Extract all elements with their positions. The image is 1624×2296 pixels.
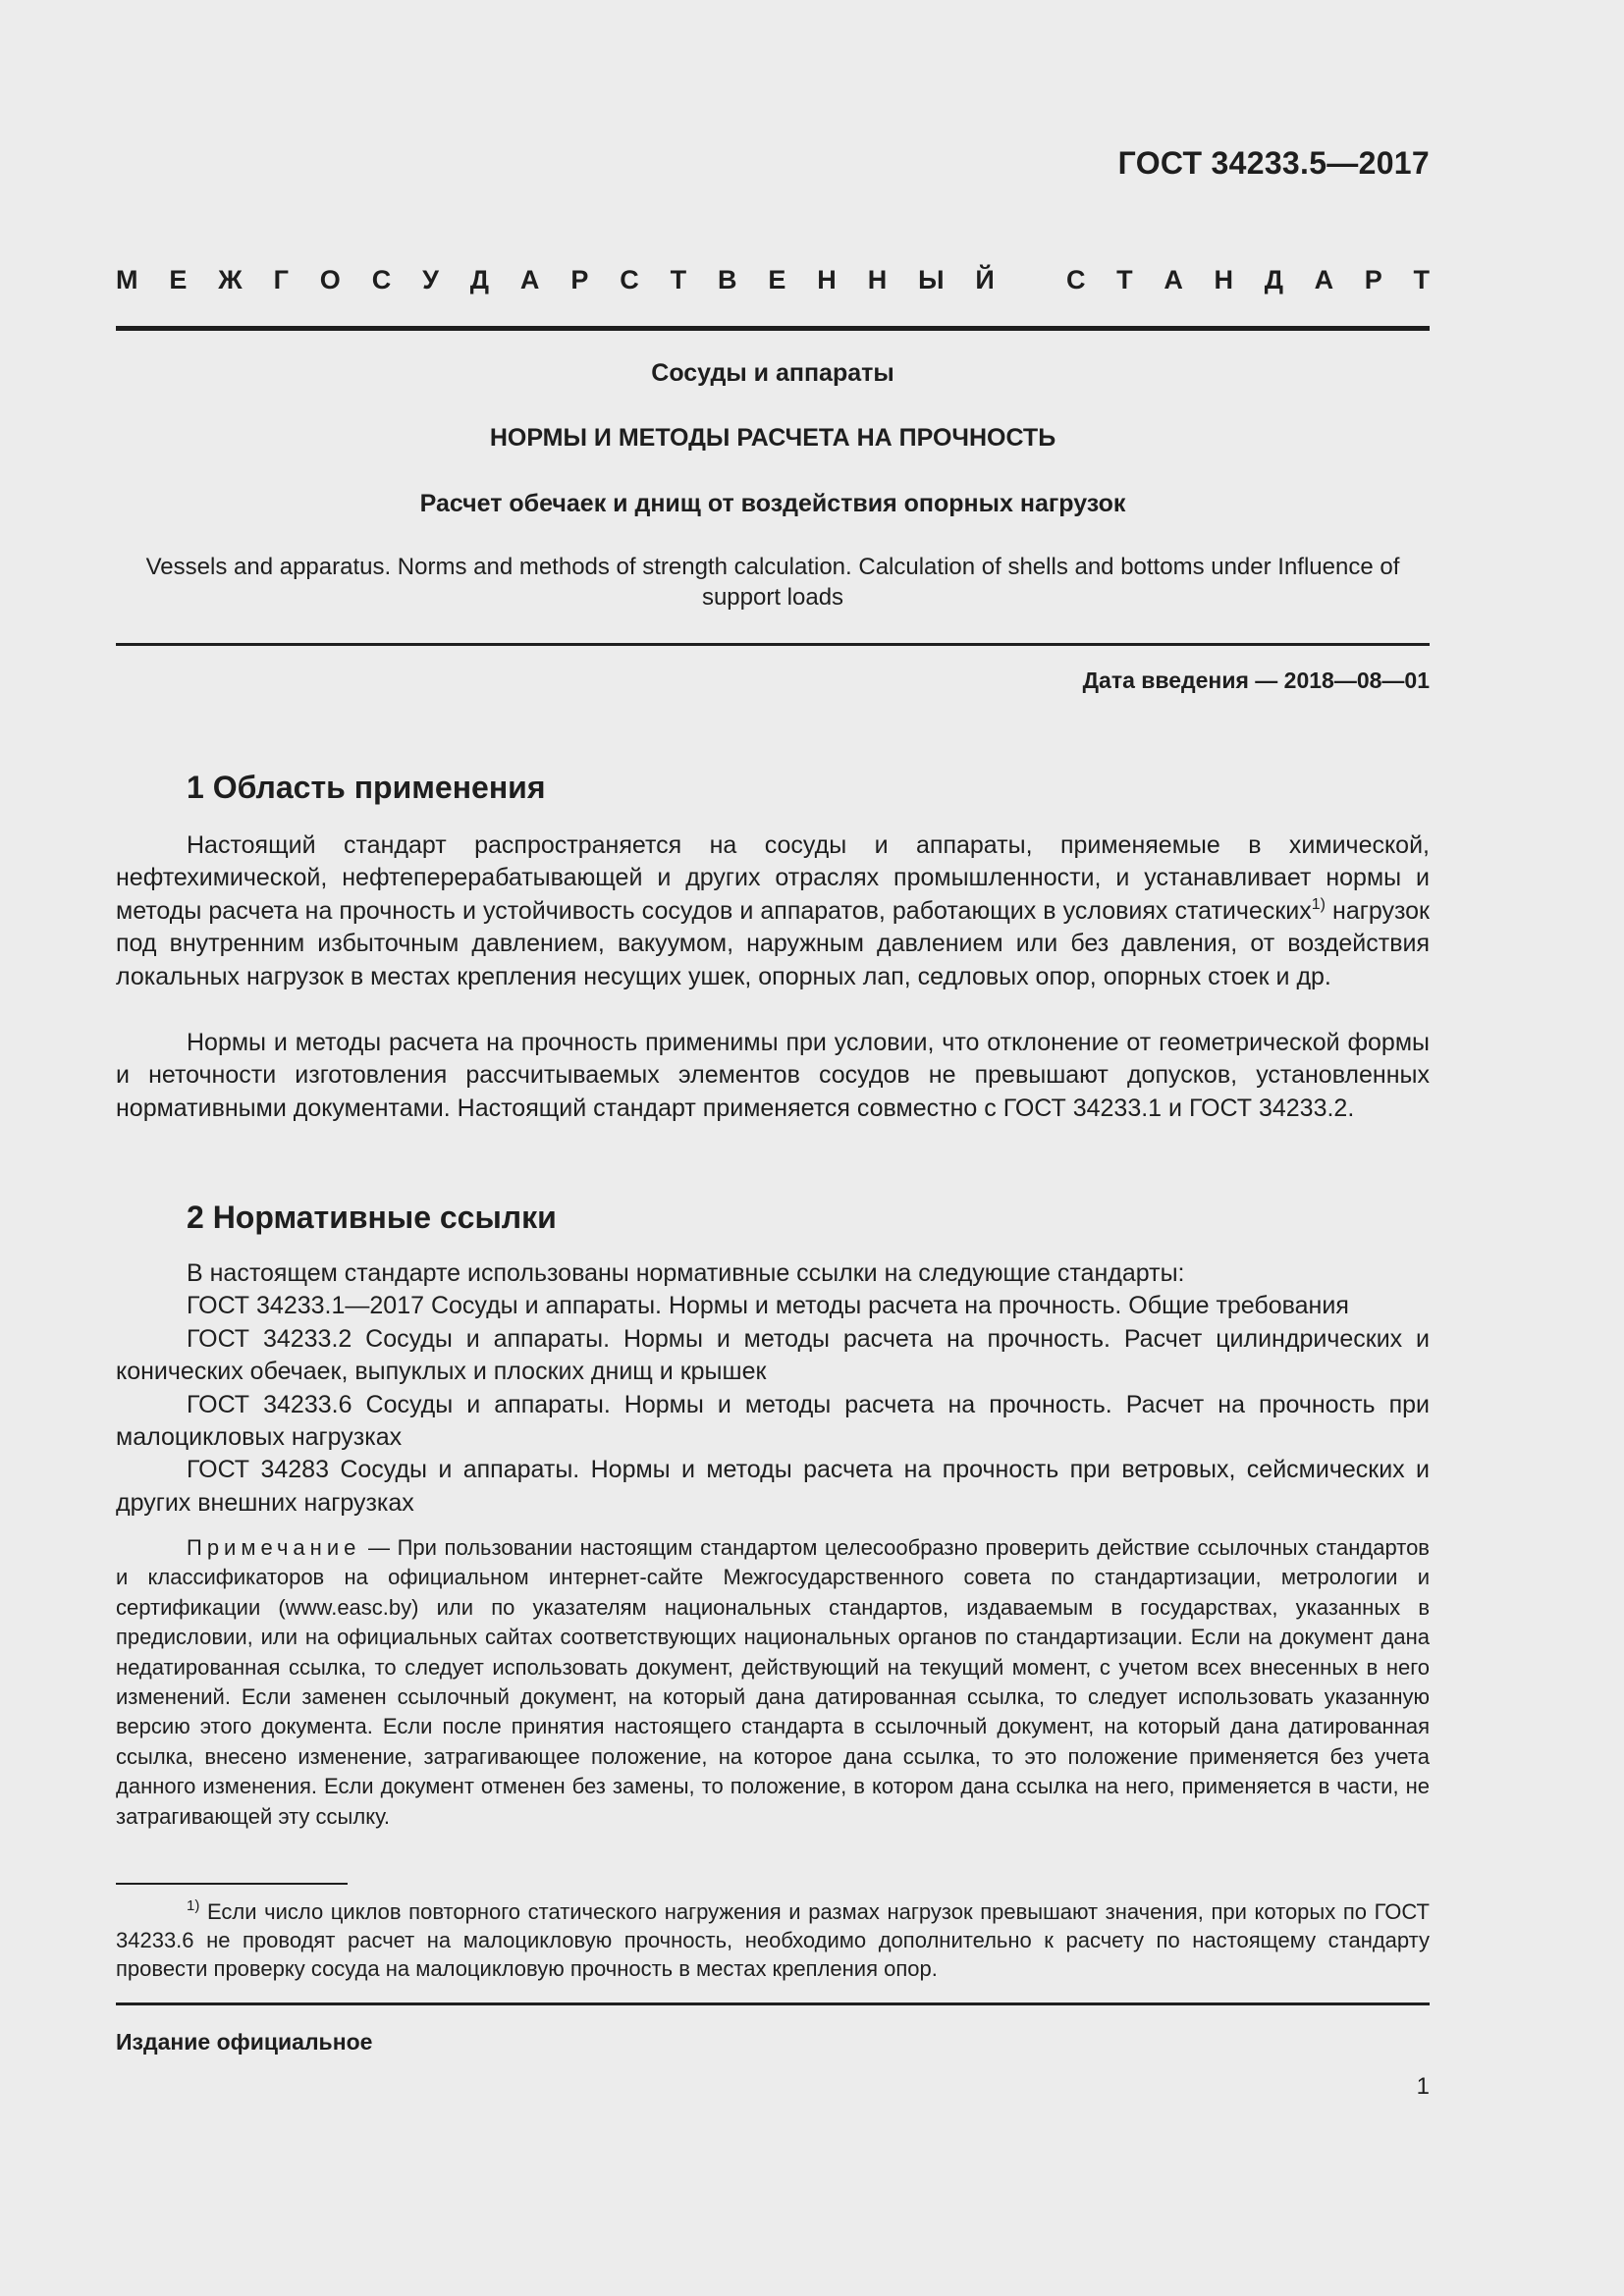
heading-letter: Н xyxy=(1214,265,1234,294)
heading-letter: Р xyxy=(570,265,589,294)
title-english: Vessels and apparatus. Norms and methods of strength calculation. Calculation of shells and bottoms under Influence of support loads xyxy=(145,554,1400,611)
heading-letter: Ы xyxy=(918,265,945,294)
title-line-2: НОРМЫ И МЕТОДЫ РАСЧЕТА НА ПРОЧНОСТЬ xyxy=(489,424,1056,452)
footnote xyxy=(116,1897,1430,1983)
title-line-3: Расчет обечаек и днищ от воздействия опорных нагрузок xyxy=(419,490,1126,517)
heading-letter: О xyxy=(319,265,341,294)
heading-letter: А xyxy=(1164,265,1183,294)
title-line-1: Сосуды и аппараты xyxy=(651,359,894,387)
heading-letter: Н xyxy=(867,265,888,294)
footer-rule xyxy=(116,2002,1430,2005)
heading-letter: Г xyxy=(273,265,289,294)
footnote-text: Если число циклов повторного статического нагружения и размах нагрузок превышают значения, при которых по ГОСТ 34233.6 не проводят расчет на малоцикловую прочность, необходимо дополнительно к расчету по настоящему стандарту провести проверку сосуда на малоцикловую прочность в местах крепления опор. xyxy=(116,1899,1430,1981)
heading-letter: С xyxy=(1066,265,1086,294)
heading-letter: Е xyxy=(768,265,786,294)
heading-letter: Ж xyxy=(218,265,243,294)
section-1-paragraph-2: Нормы и методы расчета на прочность применимы при условии, что отклонение от геометрической формы и неточности изготовления рассчитываемых элементов сосудов не превышают допусков, установленных нормативными документами. Настоящий стандарт применяется совместно с ГОСТ 34233.1 и ГОСТ 34233.2. xyxy=(116,1029,1430,1122)
heading-letter: Р xyxy=(1364,265,1382,294)
heading-letter: Т xyxy=(670,265,687,294)
heading-letter: Н xyxy=(817,265,837,294)
heading-letter: Д xyxy=(469,265,490,294)
date-of-introduction: Дата введения — 2018—08—01 xyxy=(1082,667,1430,693)
section-1-paragraph-1-text-a: Настоящий стандарт распространяется на сосуды и аппараты, применяемые в химической, нефтехимической, нефтеперерабатывающей и других отраслях промышленности, и устанавливает нормы и методы расчета на прочность и устойчивость сосудов и аппаратов, работающих в условиях статических xyxy=(116,831,1430,925)
references-note xyxy=(116,1533,1430,1832)
standard-type-heading xyxy=(116,265,1430,295)
page-number: 1 xyxy=(1416,2073,1430,2100)
heading-letter: А xyxy=(519,265,540,294)
section-2-heading: 2 Нормативные ссылки xyxy=(187,1200,557,1235)
official-edition-label: Издание официальное xyxy=(116,2029,373,2055)
title-rule xyxy=(116,643,1430,646)
footnote-reference[interactable]: 1) xyxy=(1311,895,1326,913)
section-1-paragraph-1 xyxy=(116,829,1430,993)
footnote-separator xyxy=(116,1883,348,1885)
reference-item: ГОСТ 34233.6 Сосуды и аппараты. Нормы и методы расчета на прочность. Расчет на прочность при малоцикловых нагрузках xyxy=(116,1390,1430,1452)
reference-item: ГОСТ 34283 Сосуды и аппараты. Нормы и методы расчета на прочность при ветровых, сейсмических и других внешних нагрузках xyxy=(116,1456,1430,1517)
document-page xyxy=(116,0,1430,2296)
heading-letter: В xyxy=(718,265,737,294)
heading-letter: Т xyxy=(1413,265,1430,294)
references-list xyxy=(116,1257,1430,1520)
heading-letter: Т xyxy=(1116,265,1133,294)
heading-letter: У xyxy=(422,265,439,294)
heading-letter: Е xyxy=(169,265,188,294)
reference-item: ГОСТ 34233.2 Сосуды и аппараты. Нормы и методы расчета на прочность. Расчет цилиндрических и конических обечаек, выпуклых и плоских днищ и крышек xyxy=(116,1324,1430,1386)
section-1-paragraph-1-text-b: нагрузок под внутренним избыточным давлением, вакуумом, наружным давлением или без давления, от воздействия локальных нагрузок в местах крепления несущих ушек, опорных лап, седловых опор, опорных стоек и др. xyxy=(116,896,1430,990)
gost-number: ГОСТ 34233.5—2017 xyxy=(1117,145,1430,181)
note-text: — При пользовании настоящим стандартом целесообразно проверить действие ссылочных стандартов и классификаторов на официальном интернет-сайте Межгосударственного совета по стандартизации, метрологии и сертификации (www.easc.by) или по указателям национальных стандартов, издаваемым в государствах, указанных в предисловии, или на официальных сайтах соответствующих национальных органов по стандартизации. Если на документ дана недатированная ссылка, то следует использовать документ, действующий на текущий момент, с учетом всех внесенных в него изменений. Если заменен ссылочный документ, на который дана датированная ссылка, то следует использовать указанную версию этого документа. Если после принятия настоящего стандарта в ссылочный документ, на который дана датированная ссылка, внесено изменение, затрагивающее положение, на которое дана ссылка, то это положение применяется без учета данного изменения. Если документ отменен без замены, то положение, в котором дана ссылка на него, применяется в части, не затрагивающей эту ссылку. xyxy=(116,1535,1430,1829)
standard-type-word-interstate xyxy=(116,265,995,295)
heading-letter: А xyxy=(1314,265,1334,294)
section-1-heading: 1 Область применения xyxy=(187,770,546,805)
references-intro: В настоящем стандарте использованы нормативные ссылки на следующие стандарты: xyxy=(187,1259,1185,1287)
note-label: Примечание xyxy=(187,1535,361,1560)
header-rule xyxy=(116,326,1430,331)
heading-letter: С xyxy=(620,265,639,294)
heading-letter: С xyxy=(371,265,392,294)
standard-type-word-standard xyxy=(1066,265,1430,295)
footnote-marker: 1) xyxy=(187,1897,200,1914)
heading-letter: Д xyxy=(1264,265,1283,294)
heading-letter: Й xyxy=(975,265,995,294)
heading-letter: М xyxy=(116,265,138,294)
reference-item: ГОСТ 34233.1—2017 Сосуды и аппараты. Нормы и методы расчета на прочность. Общие требования xyxy=(187,1292,1349,1320)
